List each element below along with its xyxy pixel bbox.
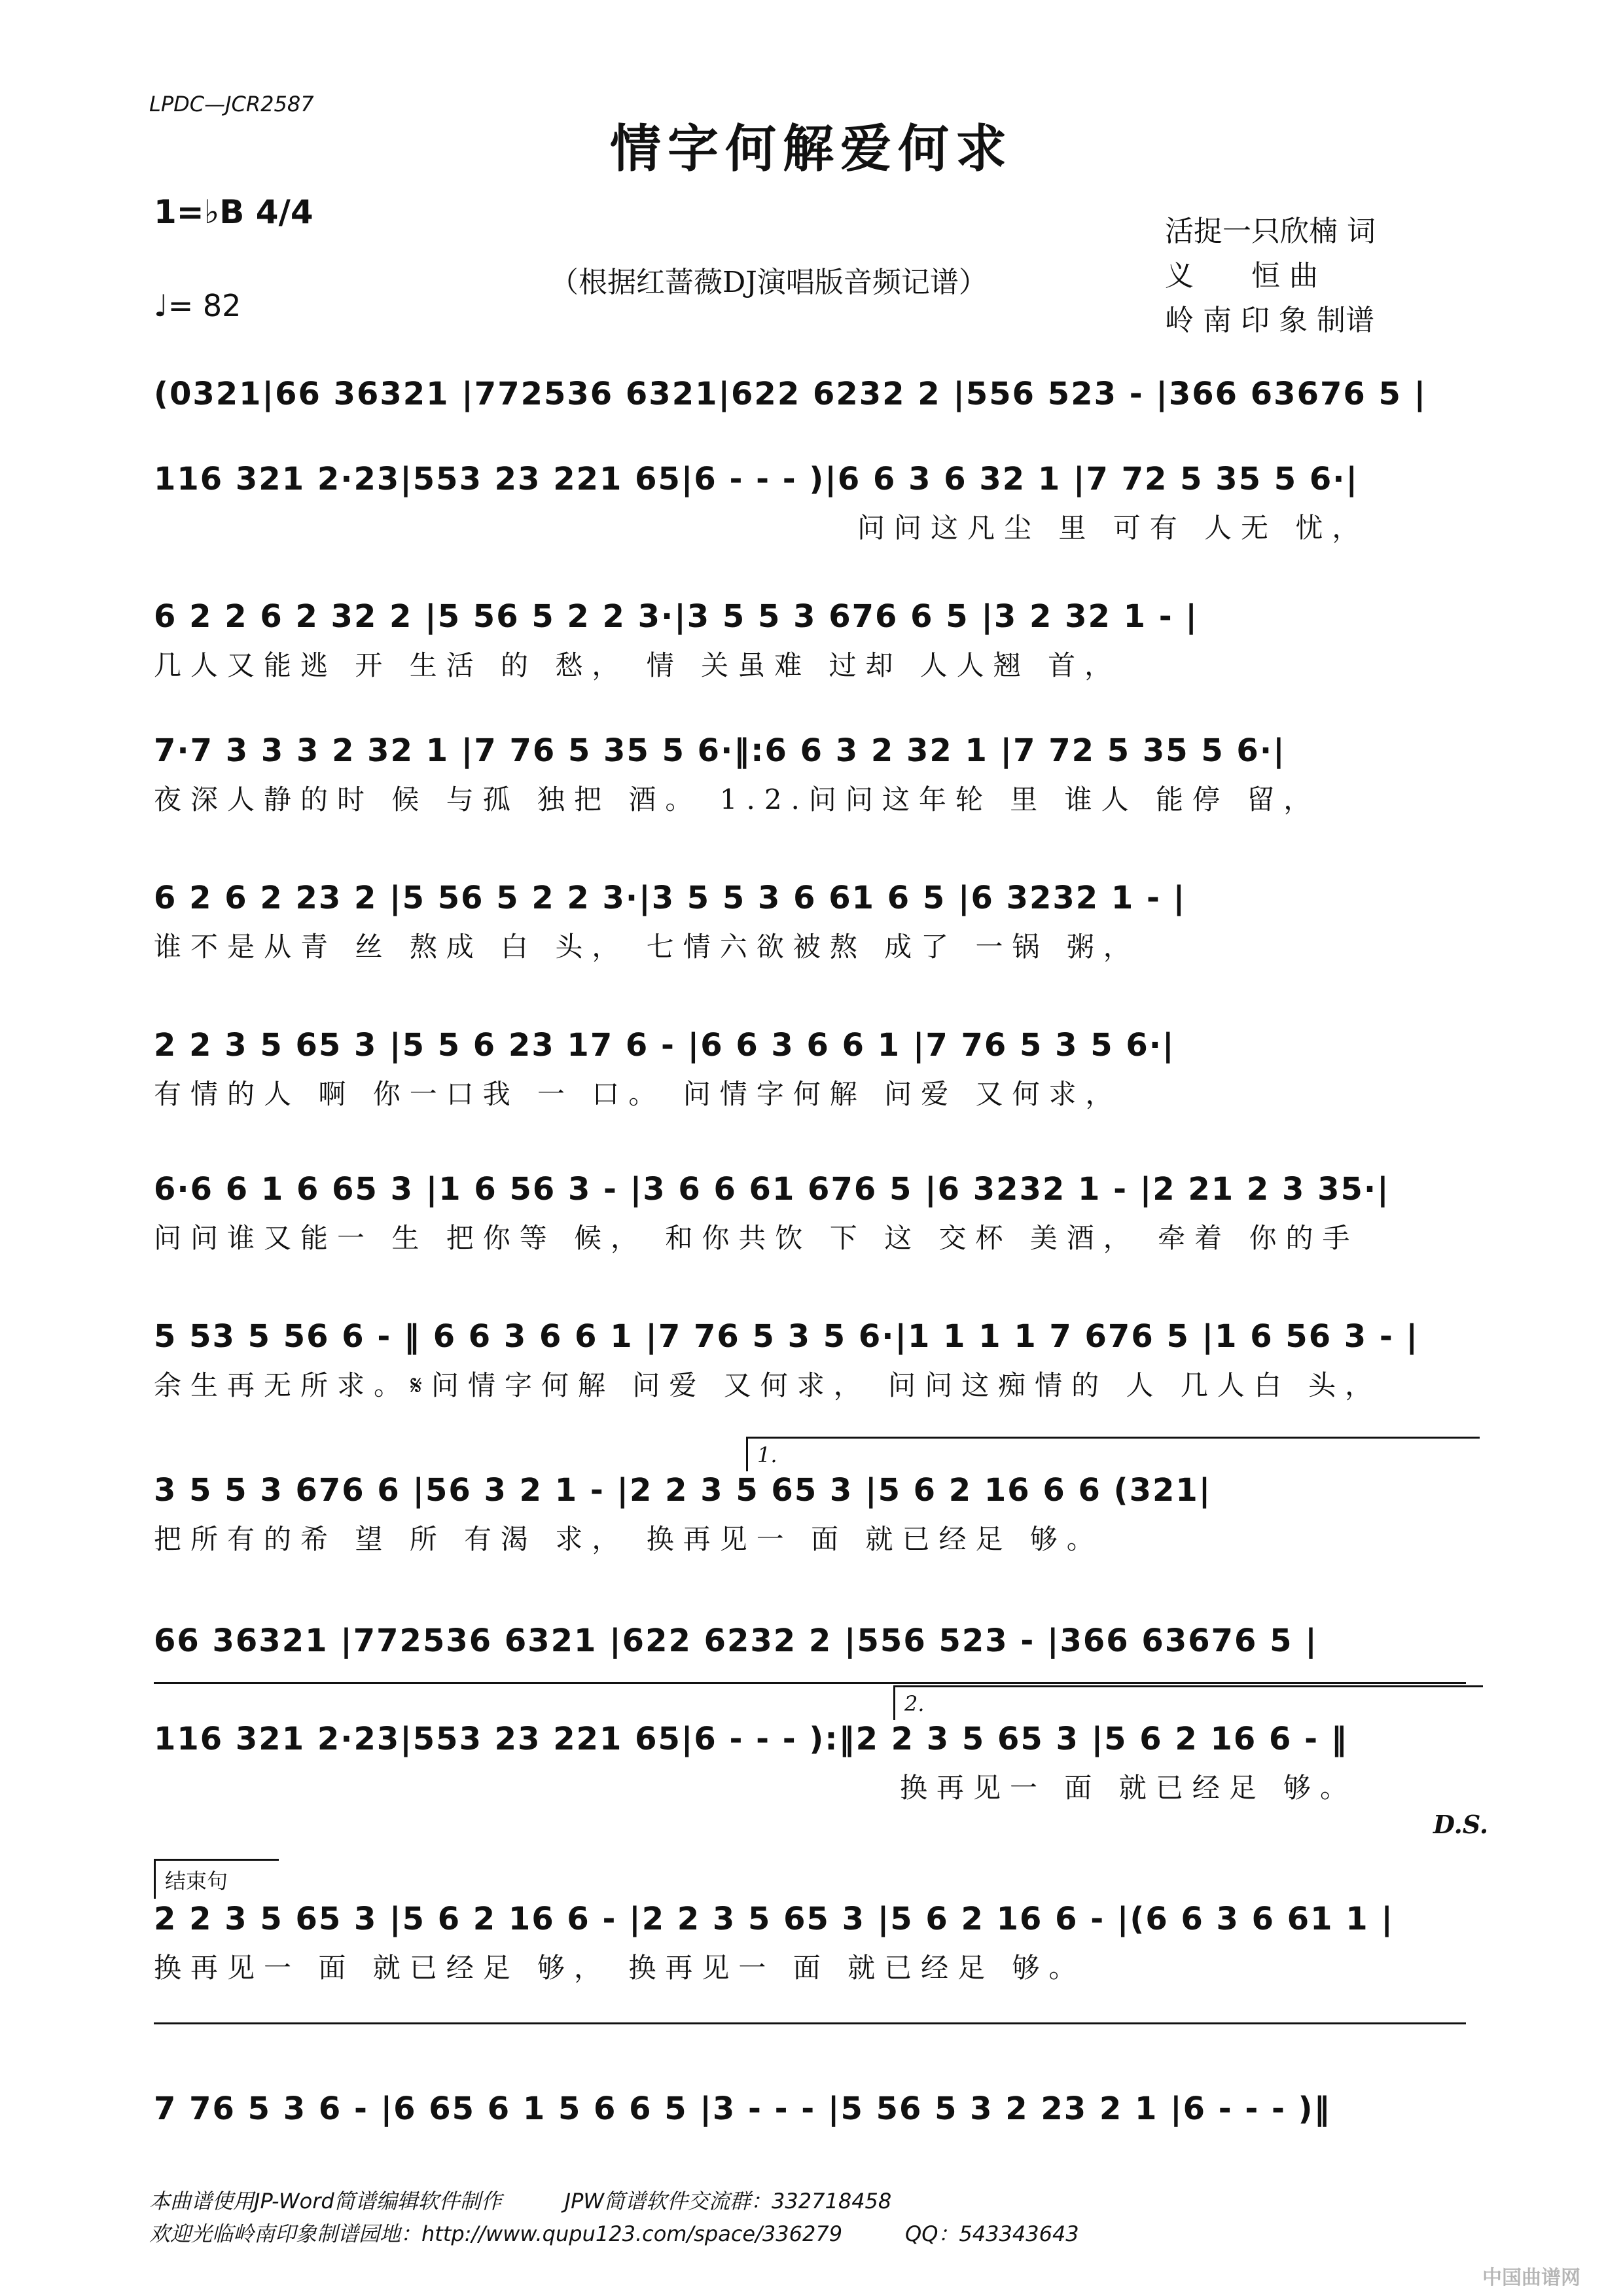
lyrics-line: 余生再无所求。𝄋问情字何解 问爱 又何求， 问问这痴情的 人 几人白 头， xyxy=(154,1369,1382,1401)
notes-line: (0321|66 36321 |772536 6321|622 6232 2 |556 523 - |366 63676 5 | xyxy=(154,376,1427,412)
lyrics-line: 几人又能逃 开 生活 的 愁， 情 关虽难 过却 人人翘 首， xyxy=(154,649,1122,681)
score-system-1 xyxy=(154,367,1466,412)
notes-line: 7 76 5 3 6 - |6 65 6 1 5 6 6 5 |3 - - - |5 56 5 3 2 23 2 1 |6 - - - )‖ xyxy=(154,2090,1331,2127)
key-signature: 1=♭B 4/4 xyxy=(154,193,313,231)
score-system-5 xyxy=(154,870,1466,965)
notes-line: 66 36321 |772536 6321 |622 6232 2 |556 523 - |366 63676 5 | xyxy=(154,1623,1318,1659)
ending-bracket-line xyxy=(154,2022,1466,2024)
notes-line: 6·6 6 1 6 65 3 |1 6 56 3 - |3 6 6 61 676 5 |6 3232 1 - |2 21 2 3 35·| xyxy=(154,1171,1390,1208)
score-system-6 xyxy=(154,1018,1466,1112)
composer-credit: 义 恒 曲 xyxy=(1165,259,1318,293)
ending-label: 结束句 xyxy=(154,1859,279,1899)
notes-line: 6 2 2 6 2 32 2 |5 56 5 2 2 3·|3 5 5 3 676 6 5 |3 2 32 1 - | xyxy=(154,598,1198,635)
notes-line: 116 321 2·23|553 23 221 65|6 - - - )|6 6 3 6 32 1 |7 72 5 35 5 6·| xyxy=(154,461,1359,497)
score-system-8 xyxy=(154,1309,1466,1403)
notes-line: 2 2 3 5 65 3 |5 6 2 16 6 - |2 2 3 5 65 3 |5 6 2 16 6 - |(6 6 3 6 61 1 | xyxy=(154,1901,1394,1937)
notes-line: 2 2 3 5 65 3 |5 5 6 23 17 6 - |6 6 3 6 6 1 |7 76 5 3 5 6·| xyxy=(154,1027,1175,1064)
footer-line-1: 本曲谱使用JP-Word简谱编辑软件制作 JPW简谱软件交流群：332718458 xyxy=(149,2189,892,2214)
credits-block xyxy=(1165,209,1376,343)
lyrics-line: 把所有的希 望 所 有渴 求， 换再见一 面 就已经足 够。 xyxy=(154,1523,1103,1555)
score-system-10 xyxy=(154,1613,1466,1659)
score-system-12 xyxy=(154,1892,1466,1986)
score-code: LPDC—JCR2587 xyxy=(149,92,314,117)
notes-line: 7·7 3 3 3 2 32 1 |7 76 5 35 5 6·‖:6 6 3 2 32 1 |7 72 5 35 5 6·| xyxy=(154,732,1286,769)
score-system-2 xyxy=(154,452,1466,546)
score-system-7 xyxy=(154,1162,1466,1256)
footer-line-2: 欢迎光临岭南印象制谱园地：http://www.qupu123.com/space/336279 QQ：543343643 xyxy=(149,2221,1079,2246)
site-watermark: 中国曲谱网 xyxy=(1482,2267,1580,2289)
ds-marking: D.S. xyxy=(1433,1810,1489,1839)
volta-2-bracket: 2. xyxy=(893,1685,1483,1720)
lyricist-credit: 活捉一只欣楠 词 xyxy=(1165,215,1376,248)
lyrics-line: 有情的人 啊 你一口我 一 口。 问情字何解 问爱 又何求， xyxy=(154,1078,1122,1110)
score-system-3 xyxy=(154,589,1466,683)
score-system-11 xyxy=(154,1712,1466,1806)
lyrics-line: 问问这凡尘 里 可有 人无 忧， xyxy=(857,512,1369,544)
notes-line: 116 321 2·23|553 23 221 65|6 - - - ):‖2 2 3 5 65 3 |5 6 2 16 6 - ‖ xyxy=(154,1721,1348,1757)
lyrics-line: 换再见一 面 就已经足 够。 xyxy=(900,1772,1357,1804)
score-system-9 xyxy=(154,1463,1466,1557)
volta-1-bracket: 1. xyxy=(746,1437,1480,1471)
arranger-credit: 岭 南 印 象 制谱 xyxy=(1165,304,1374,337)
subtitle-note: （根据红蔷薇DJ演唱版音频记谱） xyxy=(550,266,988,299)
notes-line: 6 2 6 2 23 2 |5 56 5 2 2 3·|3 5 5 3 6 61 6 5 |6 3232 1 - | xyxy=(154,880,1186,916)
lyrics-line: 谁不是从青 丝 熬成 白 头， 七情六欲被熬 成了 一锅 粥， xyxy=(154,931,1140,963)
lyrics-line: 夜深人静的时 候 与孤 独把 酒。 1.2.问问这年轮 里 谁人 能停 留， xyxy=(154,783,1321,816)
notes-line: 3 5 5 3 676 6 |56 3 2 1 - |2 2 3 5 65 3 |5 6 2 16 6 6 (321| xyxy=(154,1472,1212,1509)
tempo-marking: ♩= 82 xyxy=(154,288,241,323)
song-title: 情字何解爱何求 xyxy=(609,119,1013,179)
notes-line: 5 53 5 56 6 - ‖ 6 6 3 6 6 1 |7 76 5 3 5 6·|1 1 1 1 7 676 5 |1 6 56 3 - | xyxy=(154,1318,1419,1355)
score-system-4 xyxy=(154,723,1466,817)
score-system-13 xyxy=(154,2081,1466,2127)
lyrics-line: 问问谁又能一 生 把你等 候， 和你共饮 下 这 交杯 美酒， 牵着 你的手 xyxy=(154,1222,1359,1254)
lyrics-line: 换再见一 面 就已经足 够， 换再见一 面 就已经足 够。 xyxy=(154,1952,1086,1984)
repeat-bracket-line xyxy=(154,1682,1466,1684)
